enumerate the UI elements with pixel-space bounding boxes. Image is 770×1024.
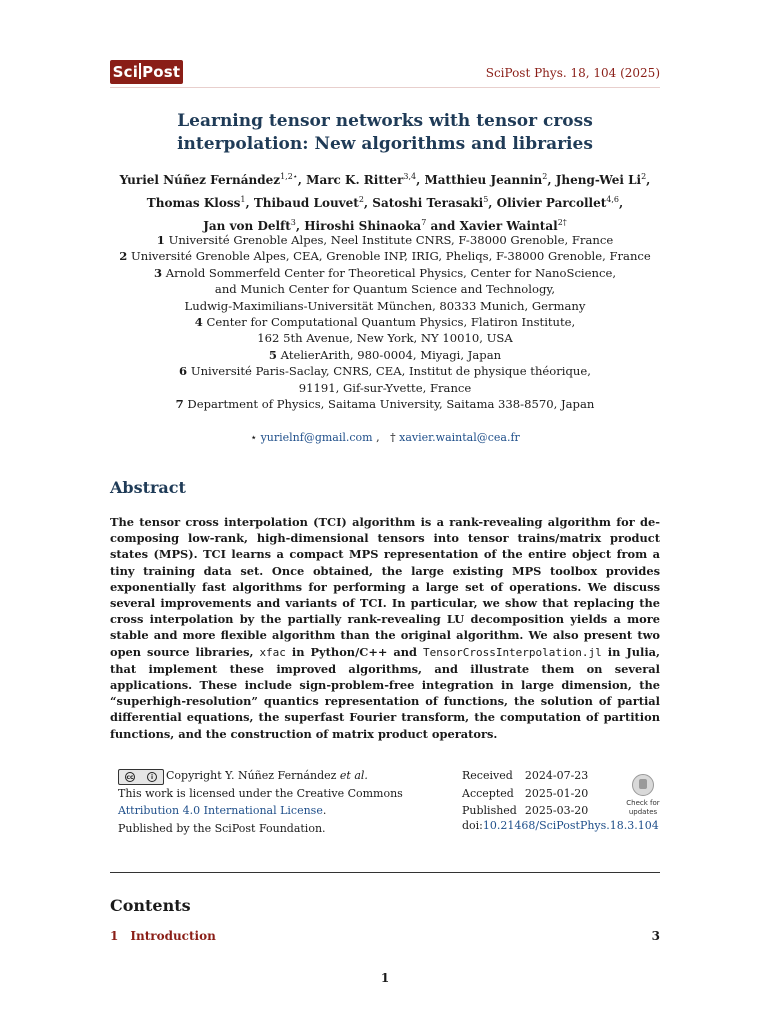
author-name: Olivier Parcollet (496, 196, 607, 210)
doi-label: doi: (462, 819, 483, 832)
author-affil: 1,2⋆ (280, 172, 298, 181)
author-name: Jan von Delft (203, 219, 291, 233)
by-icon: i (147, 772, 157, 782)
published-label: Published (462, 804, 517, 817)
affiliation-item (0, 314, 770, 330)
author-name: Thomas Kloss (146, 196, 241, 210)
author-affil: 3,4 (403, 172, 417, 181)
title-line-1: Learning tensor networks with tensor cross (177, 111, 593, 131)
license-block (118, 767, 418, 837)
license-period: . (322, 804, 327, 817)
scipost-logo[interactable] (110, 60, 183, 84)
section-rule (110, 872, 660, 873)
abstract-body (110, 514, 660, 742)
received-row (462, 767, 596, 785)
dagger-symbol: † (390, 431, 396, 444)
toc-number: 1 (110, 929, 119, 943)
affiliation-number: 5 (268, 347, 277, 362)
copyright-text: Copyright Y. Núñez Fernández (166, 769, 337, 782)
affiliation-text: Université Grenoble Alpes, CEA, Grenoble INP, IRIG, Pheliqs, F-38000 Grenoble, France (130, 249, 651, 264)
header-rule (110, 87, 660, 88)
crossmark-icon (632, 774, 654, 796)
publication-dates (462, 767, 596, 820)
license-line: This work is licensed under the Creative Commons (118, 786, 403, 800)
affiliation-text: 91191, Gif-sur-Yvette, France (298, 380, 472, 395)
abstract-text: in Julia, that implement these improved algorithms, and illustrate them on several applications. These include sign-problem-free integration in large dimension, the “superhigh-resolution” quantics representation of functions, the solution of partial differential equations, the superfast Fourier transform, the computation of partition functions, and the construction of matrix product operators. (110, 644, 660, 741)
code-xfac: xfac (259, 645, 286, 659)
affiliation-number: 4 (194, 315, 203, 330)
received-label: Received (462, 769, 513, 782)
affiliation-text: AtelierArith, 980-0004, Miyagi, Japan (280, 347, 502, 362)
check-for-updates-badge[interactable] (622, 774, 664, 817)
affiliation-number: 3 (153, 265, 163, 280)
author-name: Thibaud Louvet (253, 196, 359, 210)
author-affil: 1 (240, 195, 246, 204)
check-updates-text: updates (628, 808, 658, 816)
affiliation-item (0, 232, 770, 248)
email-link-2[interactable]: xavier.waintal@cea.fr (399, 431, 520, 444)
star-symbol: ⋆ (250, 431, 258, 444)
code-tci-jl: TensorCrossInterpolation.jl (422, 645, 602, 659)
toc-title: Introduction (130, 929, 216, 943)
accepted-date: 2025-01-20 (524, 786, 589, 800)
received-date: 2024-07-23 (524, 769, 589, 782)
affiliation-item (0, 396, 770, 412)
logo-text-sci: Sci (112, 63, 139, 81)
author-affil: 3 (290, 218, 296, 227)
affiliation-text: Université Paris-Saclay, CNRS, CEA, Institut de physique théorique, (190, 364, 591, 379)
cc-icon: cc (126, 774, 134, 781)
author-list (0, 167, 770, 236)
doi-link[interactable]: 10.21468/SciPostPhys.18.3.104 (482, 819, 659, 832)
author-line-1: Yuriel Núñez Fernández$^{1,2⋆}$, Marc K. Ritter$^{3,4}$, Matthieu Jeannin$^2$, Jheng-Wei Li$^2$, (119, 172, 651, 187)
logo-separator (139, 63, 141, 79)
paper-title (0, 110, 770, 156)
affiliation-item (0, 265, 770, 281)
toc-entry[interactable] (110, 929, 216, 943)
check-updates-text: Check for (626, 799, 660, 807)
affiliation-item (0, 347, 770, 363)
author-line-2: Thomas Kloss$^1$, Thibaud Louvet$^2$, Satoshi Terasaki$^5$, Olivier Parcollet$^{4,6}$, (146, 195, 624, 210)
license-link[interactable]: Attribution 4.0 International License (118, 804, 323, 817)
accepted-row (462, 785, 596, 803)
author-affil: 7 (421, 218, 427, 227)
published-row (462, 802, 596, 820)
affiliation-list (0, 232, 770, 412)
author-name: Marc K. Ritter (306, 173, 404, 187)
author-affil: 4,6 (606, 195, 620, 204)
publisher-line: Published by the SciPost Foundation. (118, 821, 326, 835)
author-name: Matthieu Jeannin (424, 173, 543, 187)
published-date: 2025-03-20 (524, 804, 589, 817)
author-name: Xavier Waintal (459, 219, 558, 233)
affiliation-text: Department of Physics, Saitama University, Saitama 338-8570, Japan (187, 397, 595, 412)
affiliation-number: 6 (179, 364, 188, 379)
author-name: Hiroshi Shinaoka (304, 219, 422, 233)
affiliation-text: Ludwig-Maximilians-Universität München, 80333 Munich, Germany (184, 298, 586, 313)
copyright-line (118, 767, 418, 785)
logo-text-post: Post (142, 63, 181, 81)
license-link-line (118, 802, 418, 820)
copyright-etal: et al. (339, 769, 368, 782)
abstract-heading: Abstract (110, 478, 186, 497)
affiliation-item (0, 363, 770, 379)
author-affil: 2 (641, 172, 647, 181)
author-affil: 2† (557, 218, 567, 227)
affiliation-item (0, 248, 770, 264)
affiliation-number: 2 (119, 249, 128, 264)
author-name: Jheng-Wei Li (555, 173, 642, 187)
journal-reference[interactable]: SciPost Phys. 18, 104 (2025) (485, 66, 660, 80)
author-name: Yuriel Núñez Fernández (119, 173, 281, 187)
affiliation-text: Center for Computational Quantum Physics, Flatiron Institute, (206, 315, 576, 330)
email-link-1[interactable]: yurielnf@gmail.com (260, 431, 373, 444)
abstract-text: The tensor cross interpolation (TCI) algorithm is a rank-revealing algorithm for decomposing low-rank, high-dimensional tensors into tensor trains/matrix product states (MPS). TCI learns a compact MPS representation of the entire object from a tiny training data set. Once obtained, the large existing MPS toolbox provides exponentially fast algorithms for performing a large set of operations. We discuss several improvements and variants of TCI. In particular, we show that replacing the cross interpolation by the partially rank-revealing LU decomposition yields a more stable and more flexible algorithm than the original algorithm. We also present two open source libraries, (110, 515, 660, 659)
accepted-label: Accepted (462, 786, 514, 800)
author-and: and (430, 219, 456, 233)
affiliation-number: 7 (175, 397, 184, 412)
correspondence-emails (0, 431, 770, 444)
toc-item[interactable] (110, 929, 660, 943)
doi-line (462, 819, 659, 832)
affiliation-text: Arnold Sommerfeld Center for Theoretical Physics, Center for NanoScience, (165, 265, 617, 280)
affiliation-text: 162 5th Avenue, New York, NY 10010, USA (257, 331, 513, 346)
affiliation-text: and Munich Center for Quantum Science and Technology, (214, 282, 556, 297)
toc-page: 3 (651, 929, 660, 943)
abstract-text: in Python/C++ and (291, 644, 417, 659)
author-name: Satoshi Terasaki (372, 196, 484, 210)
page-number: 1 (380, 971, 390, 985)
affiliation-number: 1 (156, 233, 165, 247)
author-affil: 2 (542, 172, 548, 181)
author-line-3: Jan von Delft$^3$, Hiroshi Shinaoka$^7$ and Xavier Waintal$^{2\dagger}$ (203, 218, 567, 233)
title-line-2: interpolation: New algorithms and libraries (177, 134, 593, 154)
author-affil: 2 (358, 195, 364, 204)
author-affil: 5 (483, 195, 489, 204)
email-separator: , (376, 431, 380, 444)
contents-heading: Contents (110, 896, 191, 915)
affiliation-text: Université Grenoble Alpes, Neel Institute CNRS, F-38000 Grenoble, France (168, 233, 614, 247)
